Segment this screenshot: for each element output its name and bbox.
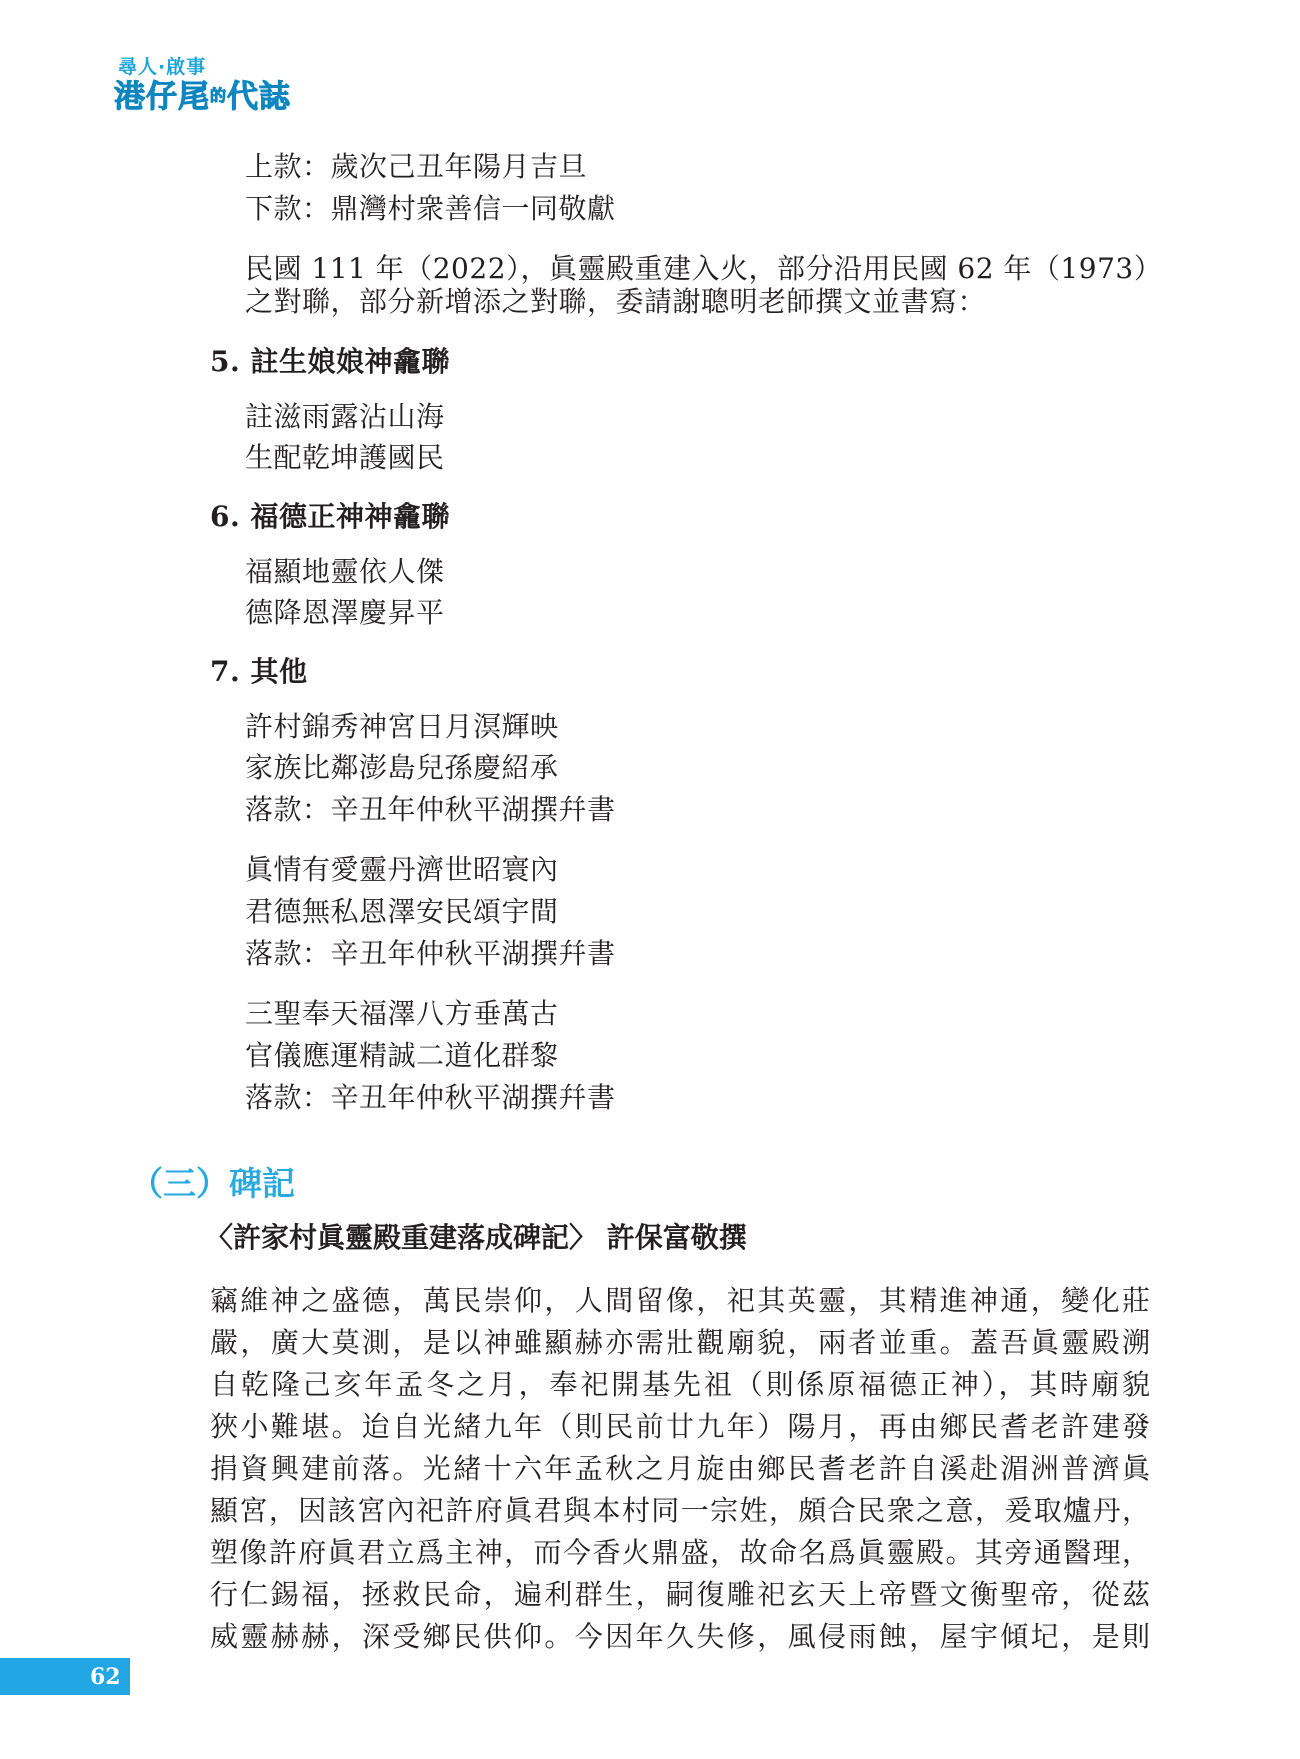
text-line: 君德無私恩澤安民頌宇間: [245, 895, 559, 928]
paragraph-line: 威靈赫赫，深受鄉民供仰。今因年久失修，風侵雨蝕，屋宇傾圮，是則: [210, 1620, 1150, 1653]
text-line: 家族比鄰澎島兒孫慶紹承: [245, 751, 559, 784]
logo-title: [114, 78, 364, 115]
inscription-title: 〈許家村眞靈殿重建落成碑記〉 許保富敬撰: [205, 1221, 747, 1254]
text-line: 下款：鼎灣村衆善信一同敬獻: [245, 192, 616, 225]
text-line: 落款：辛丑年仲秋平湖撰幷書: [245, 937, 616, 970]
subheading: 7. 其他: [210, 655, 308, 688]
text-line: 民國 111 年（2022），眞靈殿重建入火，部分沿用民國 62 年（1973）: [245, 252, 1163, 285]
subheading: 6. 福德正神神龕聯: [210, 500, 450, 533]
paragraph-line: 捐資興建前落。光緒十六年孟秋之月旋由鄉民耆老許自溪赴湄洲普濟眞: [210, 1452, 1150, 1485]
page-number: 62: [90, 1664, 121, 1690]
inscription-paragraph: [210, 1280, 1150, 1658]
paragraph-line: 顯宮，因該宮內祀許府眞君與本村同一宗姓，頗合民衆之意，爰取爐丹，: [210, 1494, 1150, 1527]
paragraph-line: 竊維神之盛德，萬民崇仰，人間留像，祀其英靈，其精進神通，變化莊: [210, 1284, 1150, 1317]
section-title: （三）碑記: [130, 1164, 295, 1203]
logo-title-part1: 港仔尾: [114, 79, 210, 115]
publication-logo: [114, 56, 364, 115]
text-line: 落款：辛丑年仲秋平湖撰幷書: [245, 1081, 616, 1114]
logo-title-part2: 代誌: [227, 79, 292, 115]
logo-title-small: 的: [210, 86, 228, 105]
text-line: 落款：辛丑年仲秋平湖撰幷書: [245, 793, 616, 826]
subheading: 5. 註生娘娘神龕聯: [210, 345, 450, 378]
text-line: 眞情有愛靈丹濟世昭寰內: [245, 853, 559, 886]
text-line: 德降恩澤慶昇平: [245, 596, 445, 629]
paragraph-line: 塑像許府眞君立爲主神，而今香火鼎盛，故命名爲眞靈殿。其旁通醫理，: [210, 1536, 1150, 1569]
paragraph-line: 行仁錫福，拯救民命，遍利群生，嗣復雕祀玄天上帝暨文衡聖帝，從茲: [210, 1578, 1150, 1611]
text-line: 生配乾坤護國民: [245, 441, 445, 474]
text-line: 福顯地靈依人傑: [245, 555, 445, 588]
text-line: 註滋雨露沾山海: [245, 400, 445, 433]
paragraph-line: 嚴，廣大莫測，是以神雖顯赫亦需壯觀廟貌，兩者並重。蓋吾眞靈殿溯: [210, 1326, 1150, 1359]
paragraph-line: 狹小難堪。迨自光緒九年（則民前廿九年）陽月，再由鄉民耆老許建發: [210, 1410, 1150, 1443]
text-line: 上款：歲次己丑年陽月吉旦: [245, 150, 588, 183]
text-line: 三聖奉天福澤八方垂萬古: [245, 997, 559, 1030]
text-line: 之對聯，部分新增添之對聯，委請謝聰明老師撰文並書寫：: [245, 285, 987, 318]
text-line: 官儀應運精誠二道化群黎: [245, 1039, 559, 1072]
paragraph-line: 自乾隆己亥年孟冬之月，奉祀開基先祖（則係原福德正神），其時廟貌: [210, 1368, 1150, 1401]
logo-subtitle: 尋人·啟事: [118, 56, 207, 78]
text-line: 許村錦秀神宮日月溟輝映: [245, 710, 559, 743]
